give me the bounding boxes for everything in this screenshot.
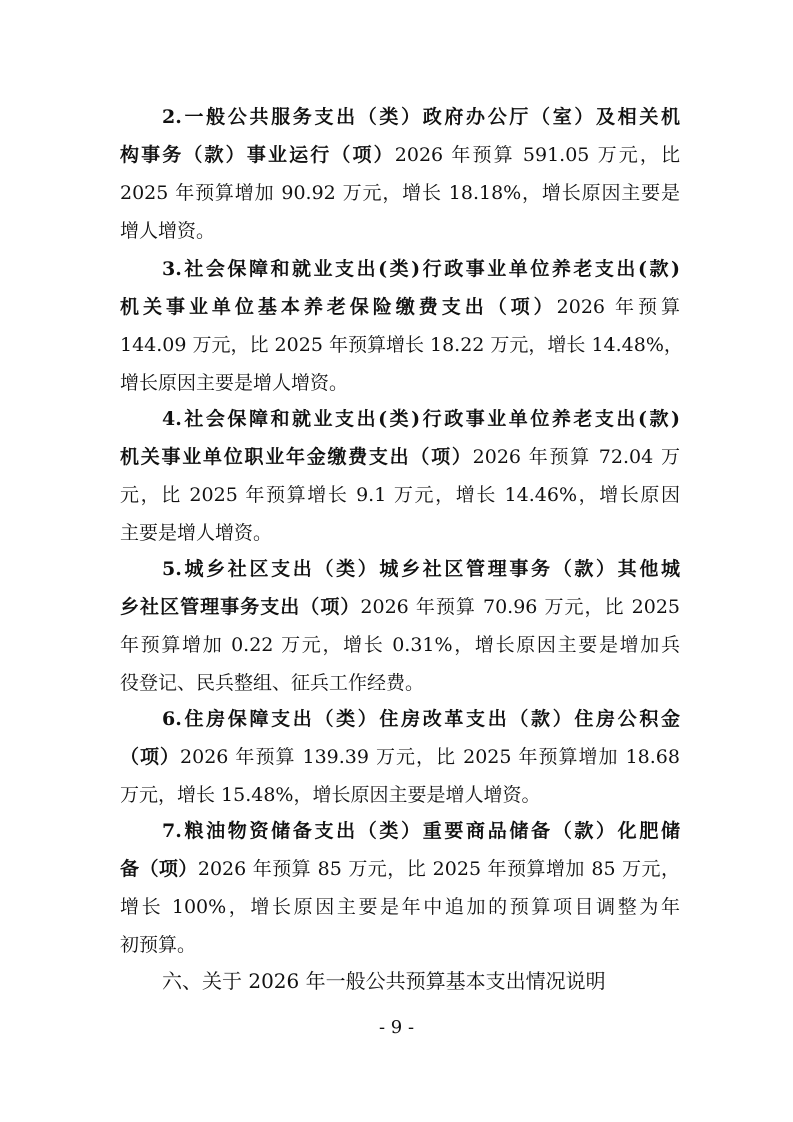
item-line-bold: 乡社区管理事务支出（项） bbox=[120, 596, 361, 618]
item-line bbox=[120, 926, 680, 964]
item-6 bbox=[120, 700, 680, 814]
item-line-text: 2026 年预算 591.05 万元，比 bbox=[394, 144, 680, 166]
item-line-text: 增长原因主要是增人增资。 bbox=[120, 372, 349, 394]
item-line-bold: 备（项） bbox=[120, 858, 198, 880]
item-line-text: 2026 年预算 bbox=[556, 296, 680, 318]
item-line bbox=[120, 626, 680, 664]
item-line-text: 144.09 万元，比 2025 年预算增长 18.22 万元，增长 14.48%， bbox=[120, 334, 683, 356]
item-3 bbox=[120, 250, 683, 402]
page-number: - 9 - bbox=[378, 1017, 415, 1038]
item-line-text: 役登记、民兵整组、征兵工作经费。 bbox=[120, 672, 425, 694]
item-line bbox=[120, 174, 680, 212]
item-4 bbox=[120, 400, 680, 552]
item-lead: 7.粮油物资储备支出（类）重要商品储备（款）化肥储 bbox=[162, 820, 680, 842]
item-line bbox=[120, 514, 680, 552]
item-line bbox=[120, 738, 680, 776]
item-line-bold: 机关事业单位基本养老保险缴费支出（项） bbox=[120, 296, 557, 318]
item-line-text: 增人增资。 bbox=[120, 220, 216, 242]
section-heading: 六、关于 2026 年一般公共预算基本支出情况说明 bbox=[162, 969, 606, 993]
item-lead: 3.社会保障和就业支出(类)行政事业单位养老支出(款) bbox=[162, 258, 680, 280]
item-lead: 2.一般公共服务支出（类）政府办公厅（室）及相关机 bbox=[162, 106, 680, 128]
item-line bbox=[120, 476, 680, 514]
item-line-text: 增长 100%，增长原因主要是年中追加的预算项目调整为年 bbox=[120, 896, 680, 918]
item-line-text: 2026 年预算 139.39 万元，比 2025 年预算增加 18.68 bbox=[180, 746, 680, 768]
item-line-bold: 机关事业单位职业年金缴费支出（项） bbox=[120, 446, 473, 468]
item-line bbox=[120, 850, 680, 888]
item-2 bbox=[120, 98, 680, 250]
item-line-text: 初预算。 bbox=[120, 934, 197, 956]
item-line bbox=[120, 776, 680, 814]
item-line bbox=[120, 588, 680, 626]
item-line-bold: （项） bbox=[120, 746, 181, 768]
item-line-text: 年预算增加 0.22 万元，增长 0.31%，增长原因主要是增加兵 bbox=[120, 634, 680, 656]
item-line-bold: 构事务（款）事业运行（项） bbox=[120, 144, 395, 166]
item-line-text: 2026 年预算 85 万元，比 2025 年预算增加 85 万元， bbox=[197, 858, 680, 880]
item-line bbox=[120, 664, 680, 702]
item-line bbox=[120, 364, 680, 402]
item-lead: 6.住房保障支出（类）住房改革支出（款）住房公积金 bbox=[162, 708, 680, 730]
item-line bbox=[120, 288, 680, 326]
item-line bbox=[120, 212, 680, 250]
item-line-text: 2026 年预算 70.96 万元，比 2025 bbox=[360, 596, 680, 618]
item-line-text: 元，比 2025 年预算增长 9.1 万元，增长 14.46%，增长原因 bbox=[120, 484, 680, 506]
item-line-text: 主要是增人增资。 bbox=[120, 522, 273, 544]
item-line-text: 万元，增长 15.48%，增长原因主要是增人增资。 bbox=[120, 784, 541, 806]
item-line bbox=[120, 438, 680, 476]
item-line-text: 2025 年预算增加 90.92 万元，增长 18.18%，增长原因主要是 bbox=[120, 182, 680, 204]
item-line bbox=[120, 136, 680, 174]
item-line bbox=[120, 326, 683, 364]
item-line-text: 2026 年预算 72.04 万 bbox=[472, 446, 680, 468]
item-lead: 5.城乡社区支出（类）城乡社区管理事务（款）其他城 bbox=[162, 558, 680, 580]
item-5 bbox=[120, 550, 680, 702]
item-line bbox=[120, 888, 680, 926]
item-lead: 4.社会保障和就业支出(类)行政事业单位养老支出(款) bbox=[162, 408, 680, 430]
item-7 bbox=[120, 812, 680, 964]
